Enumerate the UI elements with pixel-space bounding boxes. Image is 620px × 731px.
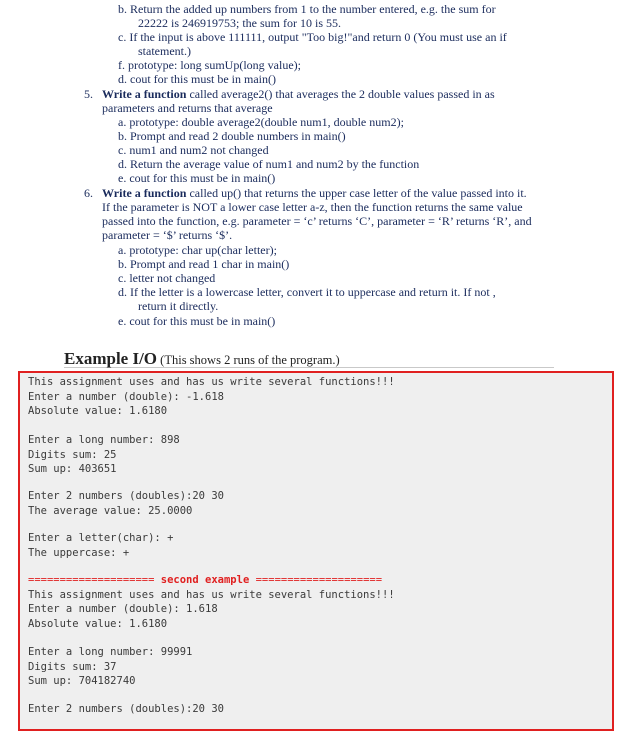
io-line: Digits sum: 25 — [28, 448, 117, 461]
example-title: Example I/O — [64, 349, 158, 368]
io-line: Enter a long number: 99991 — [28, 646, 193, 658]
q5-item-e: e. cout for this must be in main() — [118, 171, 276, 185]
io-line: Absolute value: 1.6180 — [28, 617, 168, 630]
q6-line1 — [102, 186, 527, 200]
item-b-line2: 22222 is 246919753; the sum for 10 is 55. — [138, 16, 341, 30]
q5-item-a: a. prototype: double average2(double num1, double num2); — [118, 115, 404, 129]
item-c-line2: statement.) — [138, 44, 191, 58]
q6-lead: Write a function — [102, 186, 187, 200]
q5-line2: parameters and returns that average — [102, 101, 273, 115]
io-line: The uppercase: + — [28, 546, 130, 559]
io-line: Enter a long number: 898 — [28, 434, 180, 446]
q6-item-d: d. If the letter is a lowercase letter, convert it to uppercase and return it. If not , — [118, 285, 496, 299]
q6-line3: passed into the function, e.g. parameter = ‘c’ returns ‘C’, parameter = ‘R’ returns ‘R’, and — [102, 214, 532, 228]
q6-line1-rest: called up() that returns the upper case letter of the value passed into it. — [186, 186, 527, 200]
q5-number: 5. — [84, 87, 93, 101]
io-line: Absolute value: 1.6180 — [28, 405, 168, 417]
example-heading — [64, 349, 554, 368]
q6-item-d-cont: return it directly. — [138, 299, 219, 313]
item-d: d. cout for this must be in main() — [118, 72, 276, 86]
io-line: Enter a number (double): 1.618 — [28, 603, 218, 615]
io-line: Sum up: 704182740 — [28, 675, 136, 687]
q5-item-d: d. Return the average value of num1 and num2 by the function — [118, 157, 420, 171]
second-example-separator — [28, 573, 382, 588]
separator-right: ==================== — [255, 574, 383, 586]
example-subtitle: (This shows 2 runs of the program.) — [157, 353, 340, 367]
q6-line4: parameter = ‘$’ returns ‘$’. — [102, 228, 233, 242]
q6-item-e: e. cout for this must be in main() — [118, 314, 276, 328]
item-f: f. prototype: long sumUp(long value); — [118, 58, 301, 72]
q5-lead: Write a function — [102, 87, 187, 101]
q6-item-b: b. Prompt and read 1 char in main() — [118, 257, 290, 271]
item-b-line1: b. Return the added up numbers from 1 to the number entered, e.g. the sum for — [118, 2, 496, 16]
io-line: This assignment uses and has us write several functions!!! — [28, 588, 395, 601]
q6-item-a: a. prototype: char up(char letter); — [118, 243, 277, 257]
io-line: Enter 2 numbers (doubles):20 30 — [28, 703, 224, 715]
io-line: Enter a letter(char): + — [28, 532, 174, 544]
io-line: The average value: 25.0000 — [28, 504, 193, 517]
io-line: Enter a number (double): -1.618 — [28, 390, 224, 403]
item-c-line1: c. If the input is above 111111, output "Too big!"and return 0 (You must use an if — [118, 30, 507, 44]
example-io-box — [18, 371, 614, 731]
q5-item-b: b. Prompt and read 2 double numbers in main() — [118, 129, 346, 143]
q6-number: 6. — [84, 186, 93, 200]
separator-left: ==================== — [28, 574, 155, 586]
q5-line1-rest: called average2() that averages the 2 double values passed in as — [186, 87, 495, 101]
io-line: Enter 2 numbers (doubles):20 30 — [28, 490, 224, 502]
separator-label: second example — [160, 574, 250, 586]
io-line: Digits sum: 37 — [28, 660, 117, 673]
q5-line1 — [102, 87, 495, 101]
io-line: This assignment uses and has us write several functions!!! — [28, 376, 395, 388]
io-line: Sum up: 403651 — [28, 463, 117, 475]
q6-line2: If the parameter is NOT a lower case letter a-z, then the function returns the same value — [102, 200, 523, 214]
q6-item-c: c. letter not changed — [118, 271, 216, 285]
q5-item-c: c. num1 and num2 not changed — [118, 143, 269, 157]
